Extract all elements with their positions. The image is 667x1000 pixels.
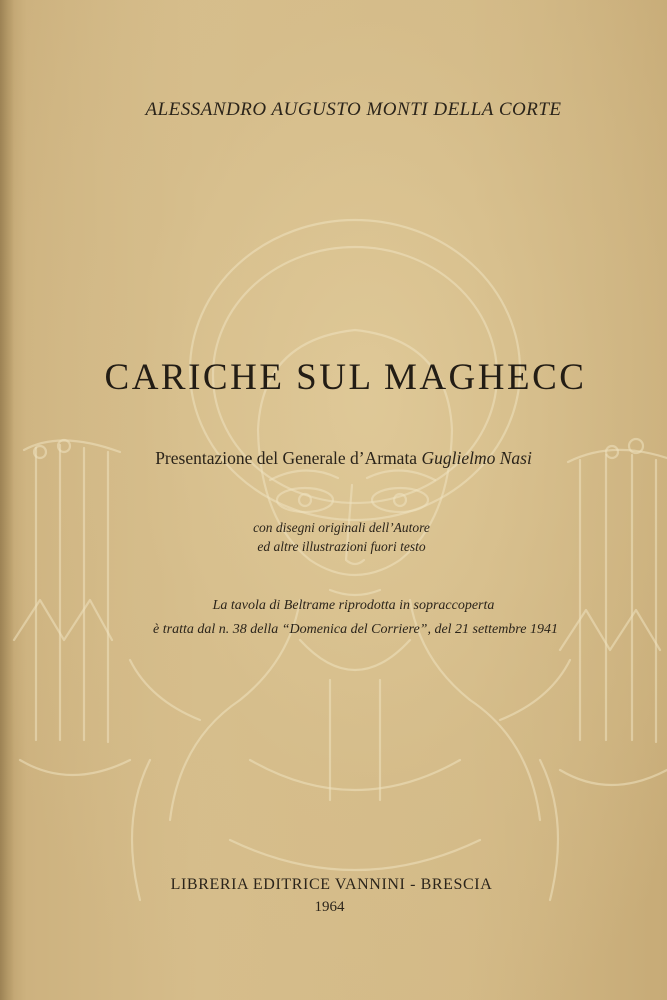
publication-year: 1964 [314, 899, 345, 915]
book-title: CARICHE SUL MAGHECC [104, 357, 587, 398]
cover-note-line-1: La tavola di Beltrame riprodotta in sopraccoperta [212, 598, 495, 613]
presenter-name: Guglielmo Nasi [421, 448, 532, 468]
presentation-line [10, 448, 667, 469]
drawings-note-line-2: ed altre illustrazioni fuori testo [257, 539, 426, 554]
cover-note-line-2: è tratta dal n. 38 della “Domenica del Corriere”, del 21 settembre 1941 [153, 622, 558, 637]
publisher-name: LIBRERIA EDITRICE VANNINI - BRESCIA [170, 876, 493, 893]
presentation-prefix: Presentazione del Generale d’Armata [155, 448, 418, 468]
author-name: ALESSANDRO AUGUSTO MONTI DELLA CORTE [145, 99, 562, 120]
drawings-note-line-1: con disegni originali dell’Autore [253, 520, 430, 535]
